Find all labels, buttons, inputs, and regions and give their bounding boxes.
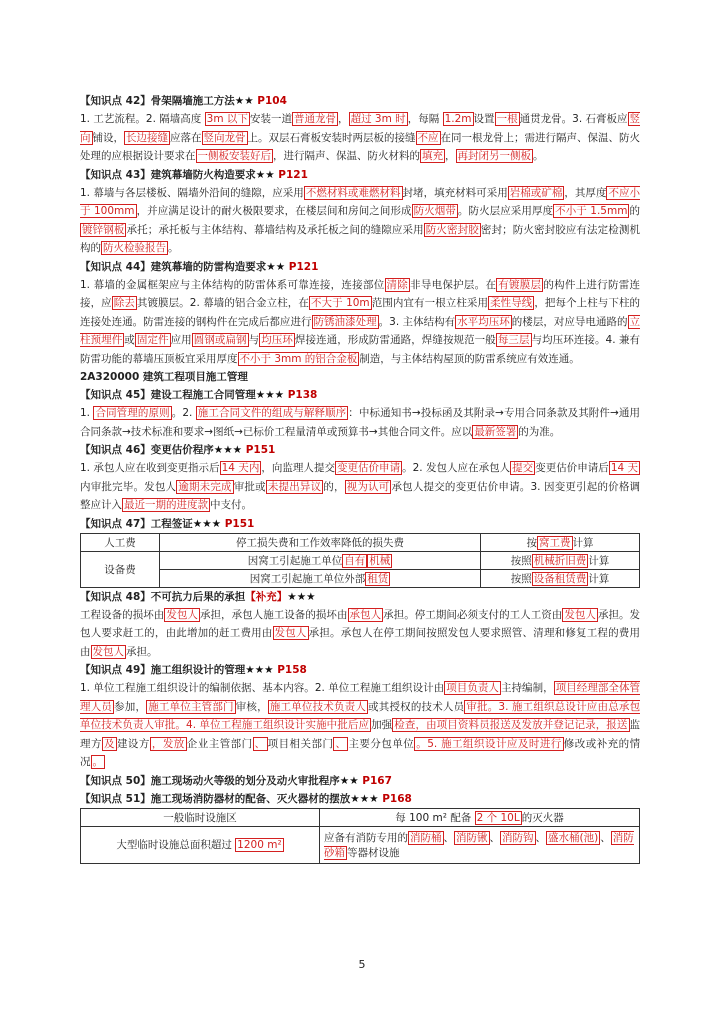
highlighted-term: 自有 <box>344 554 366 567</box>
highlighted-term: 施工单位技术负责人 <box>269 700 367 713</box>
table-cell <box>481 551 640 569</box>
body-text: 因窝工引起施工单位外部 <box>249 572 366 585</box>
highlighted-term: 审批。3. 施工组织总设计应由总承包单位技术负责人审批。4. 单位工程施工组织设计实施中批后应 <box>80 700 641 731</box>
highlighted-term: 。5. 施工组织设计应及时进行 <box>416 737 562 750</box>
highlighted-term: 竖向 <box>80 113 641 144</box>
body-text: 范围内宜有一根立柱采用 <box>371 297 489 309</box>
highlighted-term: 窝工费 <box>539 536 571 549</box>
body-text: 的楼层，对应导电通路的 <box>511 315 628 328</box>
table-row <box>81 808 640 826</box>
body-text: 。3. 主体结构有 <box>378 315 456 328</box>
body-text: 。2. 发包人应在承包人 <box>402 462 511 474</box>
highlighted-term: 不小于 3mm 的铝合金板 <box>239 352 358 365</box>
body-text: 审批或 <box>233 480 266 493</box>
highlighted-term: 2 个 10L <box>476 811 520 824</box>
body-text: ，每隔 <box>407 113 443 125</box>
document-page <box>80 92 640 864</box>
highlighted-term: 施工单位主管部门 <box>148 700 234 713</box>
table-cell <box>320 826 640 863</box>
body-text: 制造，与主体结构屋顶的防雷系统应有效连通。 <box>359 352 580 365</box>
highlighted-term: 租赁 <box>367 572 389 585</box>
body-text: 1. 工艺流程。2. 隔墙高度 <box>80 113 205 125</box>
highlighted-term: 不大于 10m <box>310 297 370 309</box>
body-text: 的构件上进行防雷连接，应 <box>80 278 641 309</box>
body-text: 非导电保护层。在 <box>410 278 497 291</box>
body-text: 工程设备的损坏由 <box>80 608 165 621</box>
highlighted-term: 及 <box>103 737 115 750</box>
highlighted-term: 岩棉或矿棉 <box>509 186 563 199</box>
highlighted-term: 不燃材料或难燃材料 <box>305 186 401 199</box>
body-text: ，进行隔声、保温、防火材料的 <box>273 150 420 162</box>
highlighted-term: 普通龙骨 <box>294 113 337 125</box>
body-text: 承担。 <box>126 645 158 658</box>
highlighted-term: 除去 <box>113 297 135 309</box>
highlighted-term: 发包人 <box>92 645 124 658</box>
highlighted-term: 逾期未完成 <box>178 480 232 493</box>
highlighted-term: 项目负责人 <box>446 682 499 694</box>
k46-body <box>80 459 640 515</box>
highlighted-term: 防火烟带 <box>413 205 456 217</box>
body-text: 1. 幕墙的金属框架应与主体结构的防雷体系可靠连接，连接部位 <box>80 278 385 291</box>
highlighted-term: 1.2m <box>444 113 472 125</box>
highlighted-term: 发包人 <box>274 627 307 639</box>
highlighted-term: 合同管理的原则 <box>95 407 170 419</box>
highlighted-term: 1200 m² <box>237 839 282 851</box>
body-text: 。 <box>168 242 179 254</box>
highlighted-term: 设备租赁费 <box>533 572 587 585</box>
body-text: ：中标通知书→投标函及其附录→专用合同条款及其附件→通用合同条款→技术标准和要求→图纸→已标价工程量清单或预算书→其他合同文件。应以 <box>80 407 641 438</box>
body-text: 的， <box>323 480 345 493</box>
highlighted-term: 视为认可 <box>346 480 390 493</box>
body-text: 因窝工引起施工单位 <box>247 554 343 567</box>
highlighted-term: 长边接缝 <box>126 131 168 144</box>
body-text: 。2. <box>171 407 196 419</box>
highlighted-term: 消防桶 <box>410 831 442 844</box>
body-text: 的 <box>629 205 641 217</box>
highlighted-term: 水平均压环 <box>457 315 510 328</box>
highlighted-term: 不小于 1.5mm <box>555 205 628 217</box>
body-text: 1. 承包人应在收到变更指示后 <box>80 462 220 474</box>
body-text: 的灭火器 <box>521 811 564 824</box>
k43-body <box>80 184 640 258</box>
highlighted-term: 固定件 <box>136 334 169 346</box>
highlighted-term: 未提出异议 <box>267 480 322 493</box>
highlighted-term: 一根 <box>496 113 518 125</box>
highlighted-term: 填充 <box>422 150 443 162</box>
highlighted-term: 发包人 <box>166 608 198 621</box>
body-text: 或 <box>124 334 135 346</box>
body-text: 主持编制， <box>500 682 554 694</box>
body-text: 通贯龙骨。3. 石膏板应 <box>519 113 628 125</box>
table-cell <box>320 808 640 826</box>
body-text: 参加， <box>114 700 147 713</box>
k47-table <box>80 533 640 588</box>
body-text: 。 <box>533 150 544 162</box>
body-text: 计算 <box>588 572 610 585</box>
body-text: 应落在 <box>170 131 202 144</box>
body-text: 的为准。 <box>518 425 561 438</box>
body-text: 封堵，填充材料可采用 <box>402 186 508 199</box>
body-text: 、 <box>535 831 546 844</box>
body-text: 密封；防火密封胶应有法定检测机构的 <box>80 223 641 254</box>
body-text: 铺设， <box>92 131 124 144</box>
table-cell: 人工费 <box>81 533 160 551</box>
highlighted-term: 消防砂箱 <box>324 831 634 859</box>
highlighted-term: 承包人 <box>349 608 382 621</box>
highlighted-term: 消防钩 <box>502 831 534 844</box>
highlighted-term: 一侧板安装好后 <box>197 150 271 162</box>
body-text: 与 <box>248 334 260 346</box>
highlighted-term: 不应 <box>417 131 439 144</box>
highlighted-term: 检查，由项目资料员报送及发放并登记记录，报送 <box>394 719 628 731</box>
k48-heading: 【知识点 48】不可抗力后果的承担【补充】★★★ <box>80 590 316 603</box>
table-cell: 停工损失费和工作效率降低的损失费 <box>160 533 481 551</box>
body-text: ， <box>338 113 349 125</box>
table-row <box>81 826 640 863</box>
highlighted-term: 最近一期的进度款 <box>124 499 208 511</box>
highlighted-term: 镀锌钢板 <box>82 223 125 236</box>
body-text: 安装一道 <box>249 113 292 125</box>
body-text: 按照 <box>510 572 532 585</box>
body-text: 计算 <box>572 536 594 549</box>
highlighted-term: 防火检验报告 <box>103 242 166 254</box>
highlighted-term: 盛水桶(池) <box>548 831 599 844</box>
k45-body <box>80 404 640 441</box>
highlighted-term: 机械 <box>369 554 391 567</box>
highlighted-term: ，发放 <box>151 737 185 750</box>
k49-heading: 【知识点 49】施工组织设计的管理★★★ P158 <box>80 664 307 676</box>
body-text: 其镀膜层。2. 幕墙的铝合金立柱，在 <box>136 297 309 309</box>
body-text: 修改或补充的情况 <box>80 737 641 768</box>
body-text: 加强 <box>371 719 393 731</box>
body-text: 承担，承包人施工设备的损坏由 <box>199 608 348 621</box>
table-cell <box>160 551 481 569</box>
body-text: 承担。发包人要求赶工的，由此增加的赶工费用由 <box>80 608 641 639</box>
k44-heading: 【知识点 44】建筑幕墙的防雷构造要求★★ P121 <box>80 260 319 273</box>
k47-heading: 【知识点 47】工程签证★★★ P151 <box>80 517 255 530</box>
body-text: ，向监理人提交 <box>261 462 335 474</box>
highlighted-term: 圆钢或扁钢 <box>193 334 247 346</box>
highlighted-term: 14 天 <box>610 462 639 474</box>
page-number: 5 <box>358 958 366 971</box>
highlighted-term: 每三层 <box>497 334 530 346</box>
highlighted-term: 防锈油漆处理 <box>313 315 377 328</box>
body-text: 主要分包单位 <box>348 737 415 750</box>
body-text: 承担。承包人在停工期间按照发包人要求照管、清理和修复工程的费用由 <box>80 627 641 658</box>
highlighted-term: 、 <box>335 737 347 750</box>
body-text: 1. 单位工程施工组织设计的编制依据、基本内容。2. 单位工程施工组织设计由 <box>80 682 445 694</box>
body-text: ，其厚度 <box>564 186 607 199</box>
body-text: 或其授权的技术人员 <box>368 700 465 713</box>
table-cell: 设备费 <box>81 551 160 587</box>
body-text: 按 <box>526 536 537 549</box>
highlighted-term: 机械折旧费 <box>533 554 587 567</box>
table-cell <box>81 826 320 863</box>
highlighted-term: 项目经理部全体管理人员 <box>80 682 641 713</box>
body-text: 大型临时设施总面积超过 <box>116 839 236 851</box>
highlighted-term: 、 <box>254 737 266 750</box>
body-text: 焊接连通，形成防雷通路，焊缝按规范一般 <box>294 334 496 346</box>
highlighted-term: 防火密封胶 <box>425 223 479 236</box>
body-text: 1. 幕墙与各层楼板、隔墙外沿间的缝隙，应采用 <box>80 186 304 199</box>
k43-heading: 【知识点 43】建筑幕墙防火构造要求★★ P121 <box>80 168 308 181</box>
body-text: ，把每个上柱与下柱的连接处连通。防雷连接的钢构件在完成后都应进行 <box>80 297 641 328</box>
highlighted-term: 。 <box>92 756 103 768</box>
body-text: 建设方 <box>116 737 150 750</box>
table-cell <box>481 533 640 551</box>
body-text: 计算 <box>588 554 610 567</box>
body-text: 设置 <box>473 113 495 125</box>
table-row <box>81 569 640 587</box>
body-text: 应用 <box>170 334 192 346</box>
highlighted-term: 最新签署 <box>474 425 517 438</box>
k51-table <box>80 808 640 864</box>
k50-heading: 【知识点 50】施工现场动火等级的划分及动火审批程序★★ P167 <box>80 774 392 787</box>
body-text: 内审批完毕。发包人 <box>80 480 177 493</box>
highlighted-term: 均压环 <box>261 334 293 346</box>
body-text: ，并应满足设计的耐火极限要求，在楼层间和房间之间形成 <box>136 205 412 217</box>
highlighted-term: 不应小于 100mm <box>80 186 641 217</box>
body-text: 承包人提交的变更估价申请。3. 因变更引起的价格调整应计入 <box>80 480 641 511</box>
k45-heading: 【知识点 45】建设工程施工合同管理★★★ P138 <box>80 389 318 401</box>
body-text: ， <box>445 150 456 162</box>
body-text: 每 100 m² 配备 <box>395 811 475 824</box>
body-text: 中支付。 <box>210 499 252 511</box>
body-text: 上。双层石膏板安装时两层板的接缝 <box>247 131 416 144</box>
body-text: 承托；承托板与主体结构、幕墙结构及承托板之间的缝隙应采用 <box>126 223 424 236</box>
section-heading: 2A320000 建筑工程项目施工管理 <box>80 371 248 383</box>
highlighted-term: 消防锹 <box>456 831 488 844</box>
body-text: 按照 <box>510 554 532 567</box>
table-row <box>81 551 640 569</box>
highlighted-term: 有镀膜层 <box>498 278 542 291</box>
body-text: 与均压环连接。4. 兼有防雷功能的幕墙压顶板宜采用厚度 <box>80 334 641 365</box>
body-text: 、 <box>600 831 611 844</box>
body-text: 项目相关部门 <box>267 737 334 750</box>
body-text: 等器材设施 <box>347 846 400 859</box>
table-cell <box>481 569 640 587</box>
highlighted-term: 柔性导线 <box>490 297 533 309</box>
highlighted-term: 超过 3m 时 <box>350 113 406 125</box>
k48-body <box>80 606 640 662</box>
highlighted-term: 竖向龙骨 <box>203 131 246 144</box>
highlighted-term: 14 天内 <box>221 462 260 474</box>
body-text: 、 <box>443 831 454 844</box>
highlighted-term: 提交 <box>512 462 534 474</box>
body-text: 应备有消防专用的 <box>324 831 408 844</box>
k42-heading: 【知识点 42】骨架隔墙施工方法★★ P104 <box>80 95 287 107</box>
highlighted-term: 3m 以下 <box>206 113 248 125</box>
body-text: 、 <box>489 831 500 844</box>
highlighted-term: 施工合同文件的组成与解释顺序 <box>197 407 347 419</box>
highlighted-term: 再封闭另一侧板 <box>457 150 531 162</box>
k49-body <box>80 679 640 772</box>
body-text: 。防火层应采用厚度 <box>457 205 554 217</box>
table-cell: 一般临时设施区 <box>81 808 320 826</box>
highlighted-term: 清除 <box>386 278 409 291</box>
body-text: 变更估价申请后 <box>535 462 609 474</box>
k46-heading: 【知识点 46】变更估价程序★★★ P151 <box>80 444 276 456</box>
body-text: 在同一根龙骨上；需进行隔声、保温、防火处理的应根据设计要求在 <box>80 131 640 162</box>
body-text: 企业主管部门 <box>186 737 253 750</box>
k42-body <box>80 110 640 166</box>
body-text: 1. <box>80 407 94 419</box>
highlighted-term: 立柱预埋件 <box>80 315 641 346</box>
table-row <box>81 533 640 551</box>
body-text: 监理方 <box>80 719 640 750</box>
k44-body <box>80 276 640 369</box>
body-text: 承担。停工期间必须支付的工人工资由 <box>383 608 563 621</box>
table-cell <box>160 569 481 587</box>
body-text: 审核， <box>235 700 268 713</box>
highlighted-term: 发包人 <box>564 608 596 621</box>
k51-heading: 【知识点 51】施工现场消防器材的配备、灭火器材的摆放★★★ P168 <box>80 792 412 805</box>
highlighted-term: 变更估价申请 <box>336 462 401 474</box>
